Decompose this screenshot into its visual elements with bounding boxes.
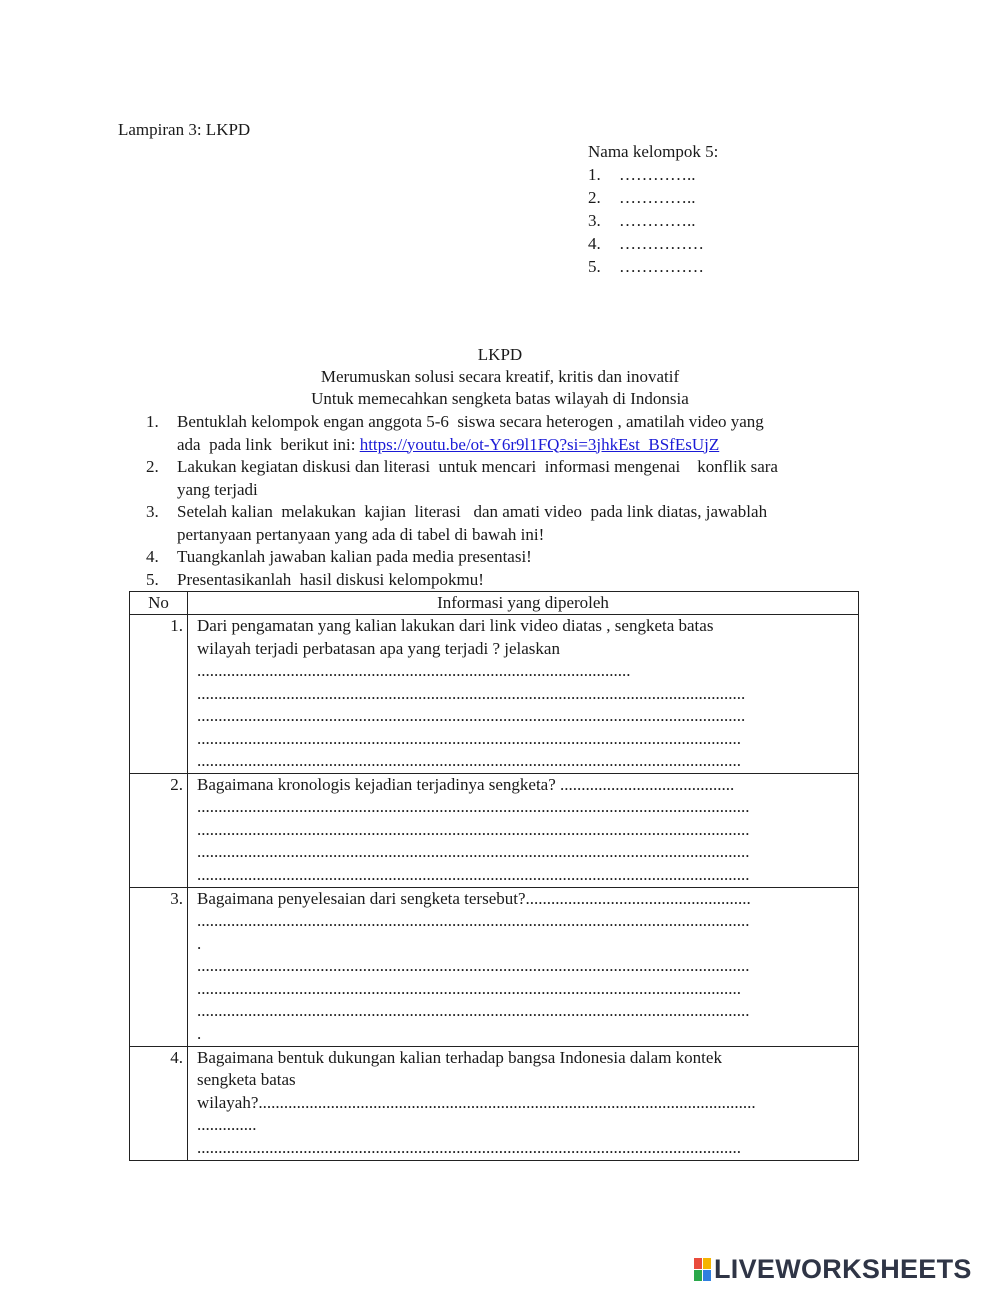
member-blank: …………..: [619, 165, 696, 184]
instruction-item: [146, 411, 886, 456]
answer-line[interactable]: ..................................................................................................................................: [197, 911, 750, 930]
row-number: 2.: [130, 773, 188, 887]
member-blank: …………..: [619, 211, 696, 230]
answer-line[interactable]: .................................................................................................................................: [197, 683, 746, 703]
instruction-item: [146, 456, 886, 501]
question-text: wilayah terjadi perbatasan apa yang terjadi ? jelaskan: [197, 638, 560, 658]
instruction-number: 3.: [146, 502, 159, 521]
worksheet-subtitle: Merumuskan solusi secara kreatif, kritis dan inovatif: [320, 367, 680, 386]
member-blank: ……………: [619, 257, 704, 276]
instruction-number: 5.: [146, 569, 159, 589]
table-row: [130, 887, 859, 1046]
question-text: Bagaimana kronologis kejadian terjadinya sengketa? .........................................: [197, 774, 735, 794]
member-blank: ……………: [619, 234, 704, 253]
answer-line[interactable]: ..............: [197, 1115, 257, 1134]
answer-line[interactable]: ..................................................................................................................................: [197, 842, 750, 861]
member-number: 1.: [588, 165, 601, 184]
instruction-item: [146, 569, 886, 592]
answer-cell[interactable]: [188, 887, 859, 1046]
attachment-label: Lampiran 3: LKPD: [118, 120, 251, 139]
group-title: Nama kelompok 5:: [588, 142, 719, 161]
logo-square: [694, 1258, 702, 1269]
instruction-list: [146, 411, 886, 591]
table-header-row: [130, 592, 859, 615]
answer-line[interactable]: ................................................................................................................................: [197, 728, 741, 748]
answer-line[interactable]: ..................................................................................................................................: [197, 797, 750, 816]
instruction-number: 2.: [146, 457, 159, 476]
answer-line[interactable]: .: [197, 1023, 202, 1043]
group-member-line: [588, 164, 718, 187]
liveworksheets-logo: [694, 1254, 972, 1284]
logo-square: [703, 1270, 711, 1281]
instruction-text: Tuangkanlah jawaban kalian pada media presentasi!: [177, 547, 532, 566]
answer-line[interactable]: ................................................................................................................................: [197, 1137, 741, 1157]
question-text: Bagaimana bentuk dukungan kalian terhadap bangsa Indonesia dalam kontek: [197, 1047, 722, 1067]
instruction-text: pertanyaan pertanyaan yang ada di tabel di bawah ini!: [177, 524, 545, 544]
answer-line[interactable]: .................................................................................................................................: [197, 706, 746, 725]
group-members-block: [588, 141, 718, 279]
row-number: 3.: [130, 887, 188, 1046]
instruction-text: Setelah kalian melakukan kajian literasi dan amati video pada link diatas, jawablah: [177, 502, 768, 521]
answer-cell[interactable]: [188, 1046, 859, 1160]
instruction-text: Presentasikanlah hasil diskusi kelompokmu!: [177, 569, 484, 589]
answer-line[interactable]: ..................................................................................................................................: [197, 819, 750, 839]
worksheet-subtitle: Untuk memecahkan sengketa batas wilayah di Indonsia: [311, 389, 689, 408]
answer-cell[interactable]: [188, 773, 859, 887]
member-number: 2.: [588, 188, 601, 207]
video-link[interactable]: https://youtu.be/ot-Y6r9l1FQ?si=3jhkEst_BSfEsUjZ: [359, 434, 720, 454]
instruction-text: ada pada link berikut ini:: [177, 434, 360, 454]
column-header-no: No: [130, 592, 188, 615]
table-row: [130, 1046, 859, 1160]
instruction-text: Bentuklah kelompok engan anggota 5-6 siswa secara heterogen , amatilah video yang: [177, 412, 764, 431]
group-member-line: [588, 256, 718, 279]
answer-line[interactable]: ..................................................................................................................................: [197, 864, 750, 884]
instruction-text: yang terjadi: [177, 479, 258, 499]
row-number: 1.: [130, 615, 188, 774]
member-number: 5.: [588, 257, 601, 276]
question-table: [129, 591, 859, 1161]
table-row: [130, 615, 859, 774]
instruction-item: [146, 546, 886, 569]
liveworksheets-logo-icon: [694, 1258, 711, 1281]
logo-square: [703, 1258, 711, 1269]
instruction-number: 1.: [146, 412, 159, 431]
table-row: [130, 773, 859, 887]
instruction-item: [146, 501, 886, 546]
group-member-line: [588, 210, 718, 233]
answer-line[interactable]: ..................................................................................................................................: [197, 1001, 750, 1020]
group-member-line: [588, 187, 718, 210]
question-text: Dari pengamatan yang kalian lakukan dari link video diatas , sengketa batas: [197, 616, 714, 635]
brand-name: LIVEWORKSHEETS: [714, 1254, 972, 1284]
member-number: 3.: [588, 211, 601, 230]
answer-line[interactable]: wilayah?.....................................................................................................................: [197, 1092, 756, 1112]
answer-line[interactable]: ......................................................................................................: [197, 661, 631, 680]
instruction-number: 4.: [146, 547, 159, 566]
question-text: sengketa batas: [197, 1070, 296, 1089]
answer-line[interactable]: ..................................................................................................................................: [197, 956, 750, 975]
member-number: 4.: [588, 234, 601, 253]
instruction-text: Lakukan kegiatan diskusi dan literasi untuk mencari informasi mengenai konflik sara: [177, 457, 778, 476]
logo-square: [694, 1270, 702, 1281]
answer-line[interactable]: ................................................................................................................................: [197, 978, 741, 998]
row-number: 4.: [130, 1046, 188, 1160]
answer-line[interactable]: ................................................................................................................................: [197, 751, 741, 770]
worksheet-title: LKPD: [477, 345, 523, 364]
question-text: Bagaimana penyelesaian dari sengketa tersebut?.....................................................: [197, 888, 751, 908]
group-member-line: [588, 233, 718, 256]
answer-cell[interactable]: [188, 615, 859, 774]
worksheet-title-block: [0, 344, 1000, 410]
member-blank: …………..: [619, 188, 696, 207]
column-header-info: Informasi yang diperoleh: [188, 592, 859, 615]
question-table-wrapper: [129, 591, 859, 1161]
answer-line[interactable]: .: [197, 933, 202, 953]
